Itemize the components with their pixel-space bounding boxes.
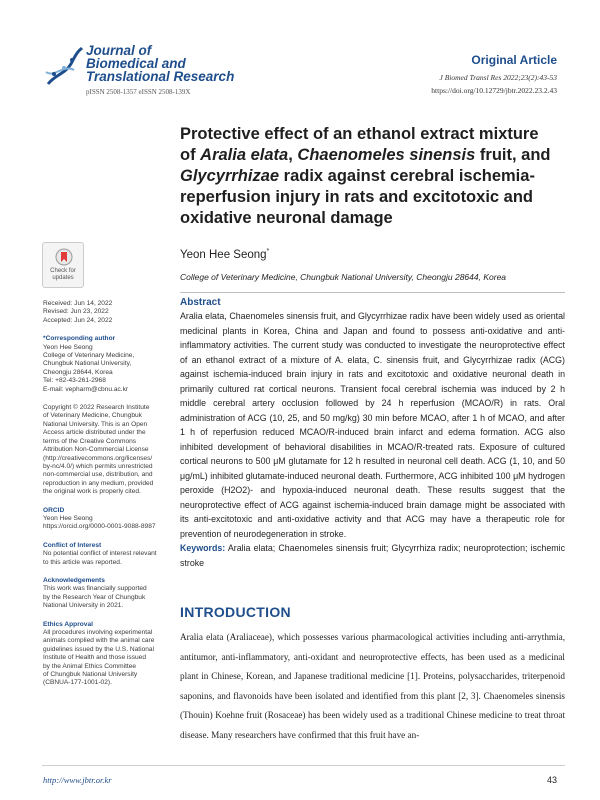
abstract-section [180,297,565,570]
corresponding-author-heading: *Corresponding author [43,335,116,343]
abstract-heading: Abstract [180,297,221,308]
issn-line: pISSN 2508-1357 eISSN 2508-139X [86,88,191,96]
ethics-block [43,621,165,688]
check-for-updates-button[interactable] [42,242,84,288]
sidebar-line: National University. This is an Open [43,420,148,428]
keywords: Aralia elata; Chaenomeles sinensis fruit; Glycyrrhiza radix; neuroprotection; ischemic stroke [180,543,565,568]
sidebar-line: by the Research Year of Chungbuk [43,593,146,601]
sidebar-line: No potential conflict of interest relevant [43,550,157,558]
sidebar-line: of Chungbuk National University [43,671,138,679]
citation: J Biomed Transl Res 2022;23(2):43-53 [439,73,557,82]
revised-date: Revised: Jun 23, 2022 [43,308,109,316]
sidebar-line: Copyright © 2022 Research Institute [43,404,150,412]
page-header [0,0,600,104]
sidebar-line: Yeon Hee Seong [43,514,93,522]
sidebar-line: Chungbuk National University, [43,360,132,368]
sidebar-line: by the Animal Ethics Committee [43,662,137,670]
footer-divider [42,765,565,766]
author-affiliation: College of Veterinary Medicine, Chungbuk National University, Cheongju 28644, Korea [180,272,507,282]
sidebar-line: animals complied with the animal care [43,637,155,645]
sidebar-line: Institute of Health and those issued [43,654,147,662]
journal-logo-icon [42,44,86,88]
sidebar-line: Tel: +82-43-261-2968 [43,377,106,385]
journal-name-line2: Biomedical and [86,56,186,71]
orcid-block [43,507,165,532]
divider [180,292,565,293]
keywords-label: Keywords: [180,543,226,553]
journal-url-link[interactable]: http://www.jbtr.or.kr [43,775,112,785]
title-line: Protective effect of an ethanol extract mixture [180,125,539,143]
sidebar-line: Cheongju 28644, Korea [43,368,113,376]
sidebar-line: to this article was reported. [43,558,122,566]
sidebar-line: This work was financially supported [43,585,147,593]
bookmark-icon [55,248,73,266]
sidebar-line: (CBNUA-177-1001-02). [43,679,112,687]
sidebar-line: College of Veterinary Medicine, [43,352,135,360]
sidebar-line: National University in 2021. [43,602,124,610]
accepted-date: Accepted: Jun 24, 2022 [43,316,113,324]
orcid-heading: ORCID [43,506,65,514]
sidebar-line: of Veterinary Medicine, Chungbuk [43,412,142,420]
introduction-heading: INTRODUCTION [180,604,291,620]
title-line: of Aralia elata, Chaenomeles sinensis fruit, and [180,146,551,164]
received-date: Received: Jun 14, 2022 [43,300,113,307]
sidebar-line: reproduction in any medium, provided [43,479,154,487]
sidebar-line: Yeon Hee Seong [43,343,93,351]
sidebar-line: non-commercial use, distribution, and [43,471,153,479]
title-line: Glycyrrhizae radix against cerebral ischemia- [180,167,535,185]
sidebar-line: Access article distributed under the [43,429,146,437]
sidebar-line: the original work is properly cited. [43,488,141,496]
sidebar-line: terms of the Creative Commons [43,437,137,445]
doi-link[interactable]: https://doi.org/10.12729/jbtr.2022.23.2.43 [431,86,557,95]
orcid-link[interactable]: https://orcid.org/0000-0001-9088-8987 [43,523,156,531]
article-title [180,124,565,229]
sidebar-line: by-nc/4.0/) which permits unrestricted [43,462,153,470]
ethics-heading: Ethics Approval [43,620,93,628]
author-name: Yeon Hee Seong* [180,248,270,261]
license-link[interactable]: (http://creativecommons.org/licenses/ [43,454,153,462]
journal-name-line1: Journal of [86,43,152,58]
copyright-block [43,404,165,496]
acknowledgements-heading: Acknowledgements [43,576,105,584]
journal-name-line3: Translational Research [86,69,235,84]
sidebar-line: All procedures involving experimental [43,629,153,636]
journal-name [86,44,234,83]
check-for-updates-label: Check for updates [50,268,76,281]
introduction-text: Aralia elata (Araliaceae), which possesses various pharmacological activities including anti-arrythmia, antitumor, anti-inflammatory, anti-oxidant and neuroprotective effects, has been used as a medicinal plant in Chinese, Korean, and Japanese traditional medicine [1]. Proteins, polysaccharides, triterpenoid saponins, and flavonoids have been isolated and identified from this plant [2, 3]. Chaenomeles sinensis (Thouin) Koehne fruit (Rosaceae) has been widely used as a traditional Chinese medicine to treat throat disease. Many researchers have confirmed that this fruit have an- [180,632,565,740]
conflict-heading: Conflict of Interest [43,541,102,549]
article-type: Original Article [471,53,557,67]
dates-block [43,300,165,325]
sidebar-line: Attribution Non-Commercial License [43,446,149,454]
abstract-paragraph: Aralia elata, Chaenomeles sinensis fruit, and Glycyrrhizae radix have been widely used as oriental medicinal plants in Korea, China and Japan and found to possess anti-oxidative and anti-inflammatory activities. The current study was conducted to investigate the neuroprotective effect of an ethanol extract of a mixture of A. elata, C. sinensis fruit, and Glycyrrhizae radix (ACG) against ischemia-induced brain injury in rats and excitotoxic and oxidative neuronal death in primarily cultured rat cortical neurons. Transient focal cerebral ischemia was induced by 2 h middle cerebral artery occlusion followed by 24 h reperfusion (MCAO/R) in rats. Oral administration of ACG (10, 25, and 50 mg/kg) 30 min before MCAO, after 1 h of MCAO, and after 1 h of reperfusion reduced MCAO/R-induced brain infarct and edema formation. ACG also inhibited development of behavioral disabilities in MCAO/R-treated rats. Exposure of cultured cortical neurons to 500 μM glutamate for 12 h resulted in neuronal cell death. ACG (1, 10, and 50 μg/mL) inhibited glutamate-induced neuronal death. Furthermore, ACG inhibited 100 μM hydrogen peroxide (H2O2)- and hypoxia-induced neuronal death. These results suggest that the neuroprotective effect of ACG against ischemia-induced brain damage might be associated with its anti-excitotoxic and anti-oxidative activity and that ACG may have a therapeutic role for prevention of neurodegeneration in stroke. [180,311,565,539]
title-line: oxidative neuronal damage [180,209,393,227]
article-info-sidebar [43,300,165,698]
acknowledgements-block [43,577,165,611]
corresponding-author-block [43,335,165,394]
page-number: 43 [546,775,557,785]
sidebar-line: guidelines issued by the U.S. National [43,645,155,653]
conflict-block [43,542,165,567]
email-link[interactable]: E-mail: vepharm@cbnu.ac.kr [43,385,129,393]
title-line: reperfusion injury in rats and excitotoxic and [180,188,533,206]
abstract-text [180,309,565,570]
